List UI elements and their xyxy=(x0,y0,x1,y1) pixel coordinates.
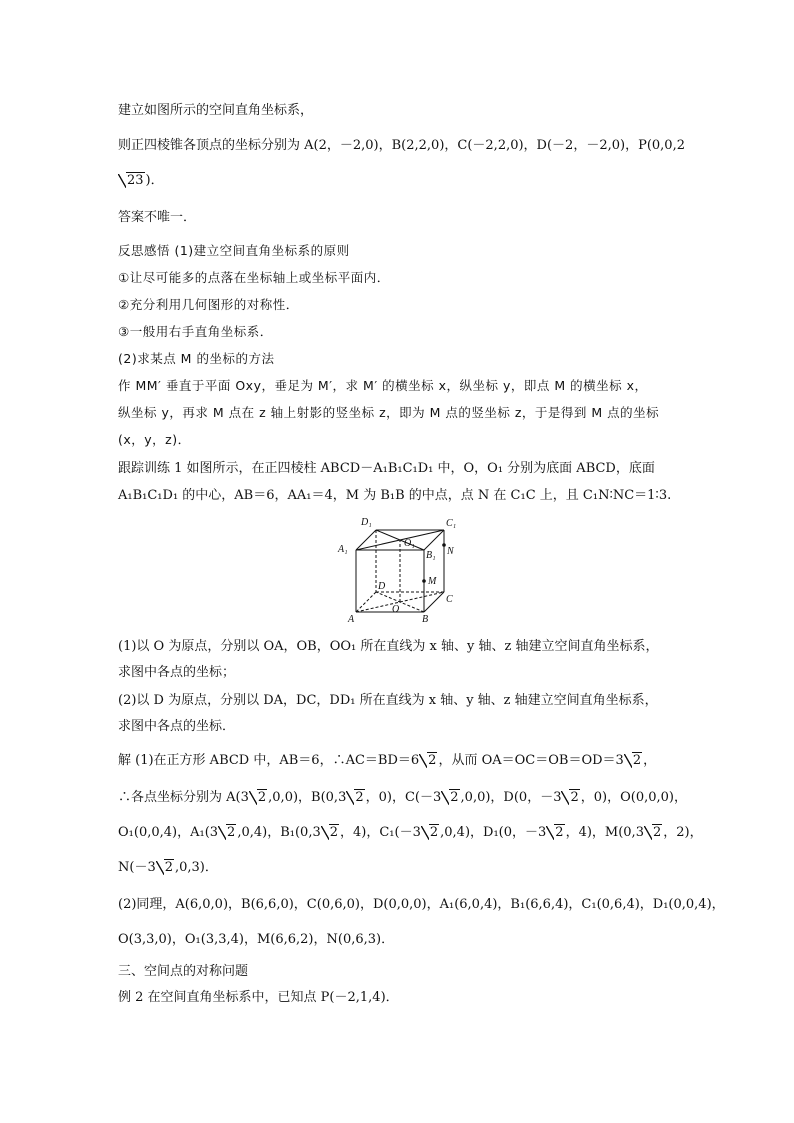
sqrt-2 xyxy=(421,824,439,842)
sqrt-2-radicand: 2 xyxy=(570,790,579,805)
sqrt-2 xyxy=(321,824,339,842)
sqrt-2-radicand: 2 xyxy=(429,825,439,840)
sqrt-2 xyxy=(546,824,564,842)
sqrt-2 xyxy=(218,824,236,842)
answer-not-unique: 答案不唯一． xyxy=(118,210,197,225)
sqrt-2-radicand: 2 xyxy=(450,790,459,805)
seg: ，2)， xyxy=(663,825,703,840)
reflection-method-line-3: (x，y，z)． xyxy=(118,432,191,447)
label-o1: O₁ xyxy=(404,538,415,549)
seg: ,0,0)，B(0,3 xyxy=(268,790,347,805)
sqrt-2-radicand: 2 xyxy=(632,753,642,768)
line-2-lead: 则正四棱锥各顶点的坐标分别为 xyxy=(118,138,305,153)
solution-line-1-a: 解 (1)在正方形 ABCD 中，AB＝6，∴AC＝BD＝6 xyxy=(118,753,420,768)
seg: ,0,0)，D(0，－3 xyxy=(460,790,562,805)
label-d: D xyxy=(378,581,386,592)
solution-line-4 xyxy=(118,859,218,877)
question-1-line-1: (1)以 O 为原点，分别以 OA，OB，OO₁ 所在直线为 x 轴、y 轴、z 轴建立空间直角坐标系， xyxy=(118,639,659,654)
seg: ，4)，C₁(－3 xyxy=(340,825,421,840)
label-d1: D₁ xyxy=(361,517,372,528)
line-3 xyxy=(118,172,164,190)
seg: O₁(0,0,4)，A₁(3 xyxy=(118,825,219,840)
edge-d1-a1 xyxy=(356,530,376,550)
point-m xyxy=(422,579,426,583)
reflection-method-line-1: 作 MM′ 垂直于平面 Oxy，垂足为 M′，求 M′ 的横坐标 x，纵坐标 y，即点 M 的横坐标 x， xyxy=(118,378,648,393)
sqrt-2 xyxy=(644,824,662,842)
follow-up-line-2: A₁B₁C₁D₁ 的中心，AB＝6，AA₁＝4，M 为 B₁B 的中点，点 N 在 C₁C 上，且 C₁N∶NC＝1∶3. xyxy=(118,488,672,503)
reflection-heading: 反思感悟 (1)建立空间直角坐标系的原则 xyxy=(118,243,350,258)
solution-line-2 xyxy=(118,789,687,807)
seg: ,0,3)． xyxy=(175,860,218,875)
label-a: A xyxy=(348,614,355,624)
edge-b-c xyxy=(424,592,444,612)
label-c1: C₁ xyxy=(446,518,457,529)
line-2-coords: A(2，－2,0)，B(2,2,0)，C(－2,2,0)，D(－2，－2,0)，P(0,0,2 xyxy=(304,138,685,153)
point-n xyxy=(442,543,446,547)
solution-line-1-c: ， xyxy=(643,753,657,768)
sqrt-2-radicand: 2 xyxy=(652,825,662,840)
hidden-edge-d-a xyxy=(356,592,376,612)
prism-figure xyxy=(336,512,466,624)
seg: ，0)，C(－3 xyxy=(365,790,442,805)
reflection-item-2: ②充分利用几何图形的对称性． xyxy=(118,297,299,312)
sqrt-2-radicand: 2 xyxy=(428,753,437,768)
section-heading-3: 三、空间点的对称问题 xyxy=(118,964,249,979)
solution-part-2-line-2: O(3,3,0)，O₁(3,3,4)，M(6,6,2)，N(0,6,3)． xyxy=(118,932,395,947)
seg: ，0)，O(0,0,0)， xyxy=(580,790,687,805)
sqrt-2 xyxy=(249,789,267,807)
sqrt-2-radicand: 2 xyxy=(329,825,338,840)
question-2-line-2: 求图中各点的坐标． xyxy=(118,719,236,734)
sqrt-2-radicand: 2 xyxy=(555,825,564,840)
example-2: 例 2 在空间直角坐标系中，已知点 P(－2,1,4)． xyxy=(118,990,399,1005)
sqrt-2-radicand: 2 xyxy=(355,790,364,805)
reflection-method-line-2: 纵坐标 y，再求 M 点在 z 轴上射影的竖坐标 z，即为 M 点的竖坐标 z，于是得到 M 点的坐标 xyxy=(118,405,660,420)
question-1-line-2: 求图中各点的坐标； xyxy=(118,665,236,680)
seg: ,0,4)，D₁(0，－3 xyxy=(440,825,547,840)
reflection-method-heading: (2)求某点 M 的坐标的方法 xyxy=(118,351,275,366)
edge-b1-c1 xyxy=(424,530,444,550)
label-n: N xyxy=(447,546,454,557)
solution-line-3 xyxy=(118,824,703,842)
sqrt-23-radicand: 23 xyxy=(127,173,144,188)
solution-line-1 xyxy=(118,752,656,770)
solution-line-1-b: ，从而 OA＝OC＝OB＝OD＝3 xyxy=(438,753,624,768)
sqrt-2 xyxy=(561,789,579,807)
sqrt-2 xyxy=(624,752,642,770)
seg: ，4)，M(0,3 xyxy=(565,825,644,840)
follow-up-line-1: 跟踪训练 1 如图所示，在正四棱柱 ABCD－A₁B₁C₁D₁ 中，O，O₁ 分别为底面 ABCD，底面 xyxy=(118,461,655,476)
sqrt-2-radicand: 2 xyxy=(164,860,173,875)
label-m: M xyxy=(428,576,437,587)
label-c: C xyxy=(446,594,453,605)
label-b1: B₁ xyxy=(426,550,436,561)
seg: ∴各点坐标分别为 A(3 xyxy=(118,790,249,805)
sqrt-2-radicand: 2 xyxy=(257,790,267,805)
line-2 xyxy=(118,137,685,155)
sqrt-2 xyxy=(441,789,459,807)
seg: ,0,4)，B₁(0,3 xyxy=(237,825,321,840)
reflection-item-1: ①让尽可能多的点落在坐标轴上或坐标平面内． xyxy=(118,270,390,285)
label-o: O xyxy=(392,604,400,615)
solution-part-2-line-1: (2)同理，A(6,0,0)，B(6,6,0)，C(0,6,0)，D(0,0,0)，A₁(6,0,4)，B₁(6,6,4)，C₁(0,6,4)，D₁(0,0,4)， xyxy=(118,897,725,912)
line-3-tail: )． xyxy=(145,173,164,188)
sqrt-23 xyxy=(118,172,145,190)
label-a1: A₁ xyxy=(338,544,348,555)
seg: N(－3 xyxy=(118,860,156,875)
sqrt-2 xyxy=(346,789,364,807)
reflection-item-3: ③一般用右手直角坐标系． xyxy=(118,324,273,339)
sqrt-2 xyxy=(419,752,437,770)
question-2-line-1: (2)以 D 为原点，分别以 DA，DC，DD₁ 所在直线为 x 轴、y 轴、z 轴建立空间直角坐标系， xyxy=(118,693,658,708)
label-b: B xyxy=(422,614,429,624)
line-1: 建立如图所示的空间直角坐标系， xyxy=(118,103,314,118)
sqrt-2 xyxy=(156,859,174,877)
sqrt-2-radicand: 2 xyxy=(227,825,236,840)
